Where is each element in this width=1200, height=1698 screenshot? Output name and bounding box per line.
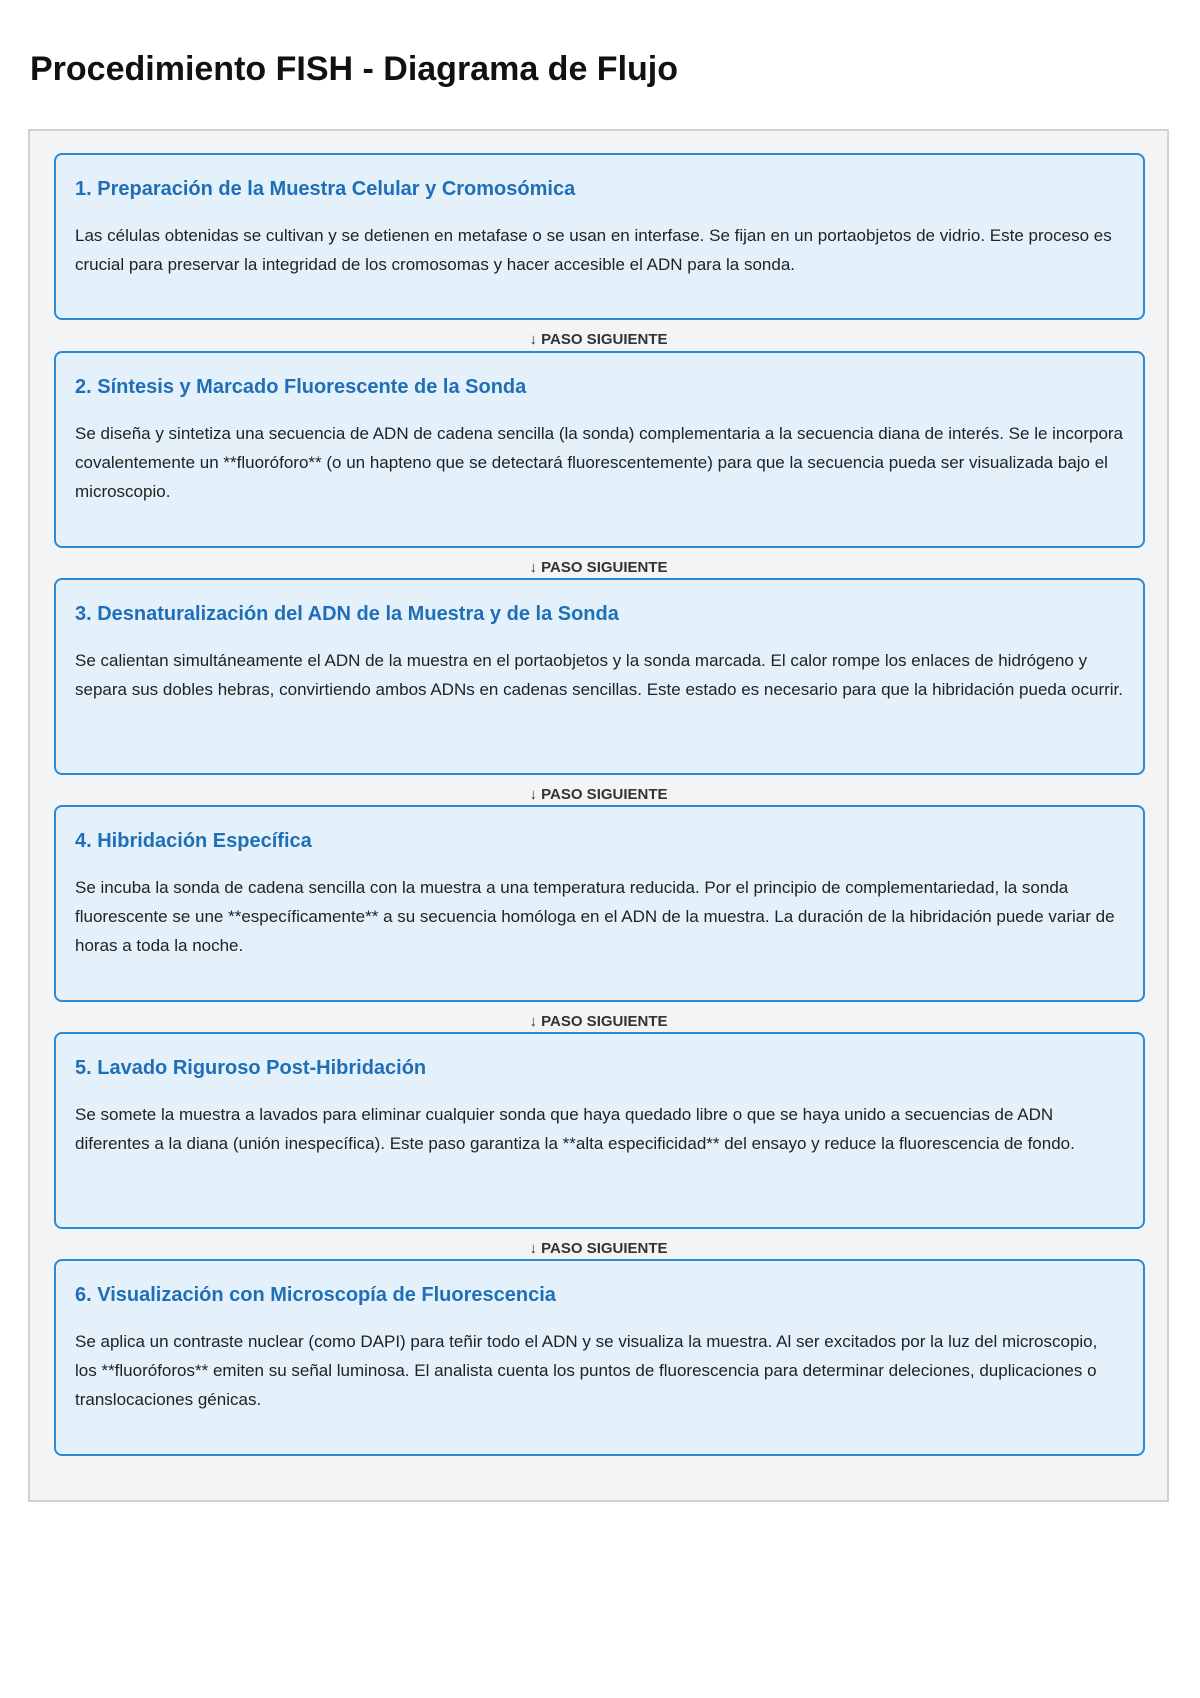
step-1-title: 1. Preparación de la Muestra Celular y Cromosómica: [75, 178, 576, 200]
step-5-title: 5. Lavado Riguroso Post-Hibridación: [75, 1057, 427, 1079]
connector-5-6: ↓ PASO SIGUIENTE: [529, 1240, 668, 1257]
step-5-box: [54, 1032, 1145, 1229]
step-2-title: 2. Síntesis y Marcado Fluorescente de la Sonda: [75, 376, 527, 398]
step-3-description: Se calientan simultáneamente el ADN de la muestra en el portaobjetos y la sonda marcada. El calor rompe los enlaces de hidrógeno y separa sus dobles hebras, convirtiendo ambos ADNs en cadenas sencillas. Este estado es necesario para que la hibridación pueda ocurrir.: [75, 651, 1124, 699]
step-3-box: [54, 578, 1145, 775]
step-4-box: [54, 805, 1145, 1002]
step-2-box: [54, 351, 1145, 548]
step-6-title: 6. Visualización con Microscopía de Fluorescencia: [75, 1284, 556, 1306]
step-4-description: Se incuba la sonda de cadena sencilla con la muestra a una temperatura reducida. Por el principio de complementariedad, la sonda fluorescente se une **específicamente** a su secuencia homóloga en el ADN de la muestra. La duración de la hibridación puede variar de horas a toda la noche.: [75, 878, 1115, 955]
connector-3-4: ↓ PASO SIGUIENTE: [529, 786, 668, 803]
page-title: Procedimiento FISH - Diagrama de Flujo: [30, 50, 678, 88]
step-5-description: Se somete la muestra a lavados para eliminar cualquier sonda que haya quedado libre o que se haya unido a secuencias de ADN diferentes a la diana (unión inespecífica). Este paso garantiza la **alta especificidad** del ensayo y reduce la fluorescencia de fondo.: [75, 1105, 1075, 1153]
step-3-title: 3. Desnaturalización del ADN de la Muestra y de la Sonda: [75, 603, 619, 625]
step-1-description: Las células obtenidas se cultivan y se detienen en metafase o se usan en interfase. Se fijan en un portaobjetos de vidrio. Este proceso es crucial para preservar la integridad de los cromosomas y hacer accesible el ADN para la sonda.: [75, 226, 1112, 274]
step-6-description: Se aplica un contraste nuclear (como DAPI) para teñir todo el ADN y se visualiza la muestra. Al ser excitados por la luz del microscopio, los **fluoróforos** emiten su señal luminosa. El analista cuenta los puntos de fluorescencia para determinar deleciones, duplicaciones o translocaciones génicas.: [75, 1332, 1098, 1409]
connector-1-2: ↓ PASO SIGUIENTE: [529, 331, 668, 348]
step-2-description: Se diseña y sintetiza una secuencia de ADN de cadena sencilla (la sonda) complementaria a la secuencia diana de interés. Se le incorpora covalentemente un **fluoróforo** (o un hapteno que se detectará fluorescentemente) para que la secuencia pueda ser visualizada bajo el microscopio.: [75, 424, 1124, 501]
step-1-box: [54, 153, 1145, 320]
flowchart-container: [28, 129, 1169, 1502]
connector-4-5: ↓ PASO SIGUIENTE: [529, 1013, 668, 1030]
step-6-box: [54, 1259, 1145, 1456]
step-4-title: 4. Hibridación Específica: [75, 830, 312, 852]
connector-2-3: ↓ PASO SIGUIENTE: [529, 559, 668, 576]
